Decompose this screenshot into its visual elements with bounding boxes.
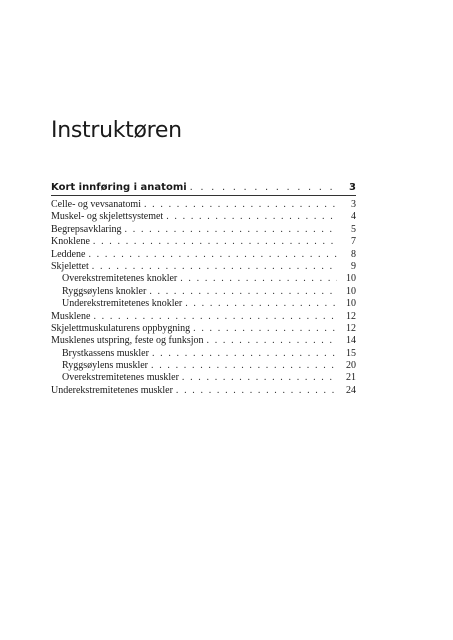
toc-section-heading <box>51 181 356 196</box>
toc-leader-dots <box>166 211 337 223</box>
toc-section-label: Kort innføring i anatomi <box>51 182 187 193</box>
toc-leader-dots <box>185 298 337 310</box>
toc-entry-label: Skjelettet <box>51 260 89 272</box>
toc-entry-label: Musklene <box>51 310 91 322</box>
toc-entry[interactable] <box>51 273 356 285</box>
toc-entry-label: Celle- og vevsanatomi <box>51 199 141 210</box>
toc-entry-label: Underekstremitetenes knokler <box>62 298 183 310</box>
toc-leader-dots <box>193 323 337 335</box>
toc-leader-dots <box>93 311 337 323</box>
toc-entry-page: 3 <box>351 199 356 210</box>
toc-entry[interactable] <box>51 261 356 273</box>
toc-leader-dots <box>92 261 337 273</box>
toc-section-page: 3 <box>349 182 356 193</box>
toc-entry[interactable] <box>51 199 356 211</box>
toc-entry-page: 12 <box>346 322 356 334</box>
toc-entry-page: 8 <box>351 248 356 260</box>
toc-entry-page: 9 <box>351 260 356 272</box>
toc-entry-label: Musklenes utspring, feste og funksjon <box>51 335 204 347</box>
toc-entry-page: 14 <box>346 335 356 347</box>
toc-entry-label: Muskel- og skjelettsystemet <box>51 211 164 223</box>
toc-entry-label: Knoklene <box>51 236 90 248</box>
toc-entry[interactable] <box>51 236 356 248</box>
toc-entry-label: Skjelettmuskulaturens oppbygning <box>51 322 191 334</box>
toc-entry-page: 15 <box>346 347 356 359</box>
toc-entry-page: 4 <box>351 211 356 223</box>
toc-entry[interactable] <box>51 224 356 236</box>
toc-entry-page: 21 <box>346 372 356 384</box>
toc-entry-page: 10 <box>346 273 356 285</box>
toc-entry[interactable] <box>51 335 356 347</box>
toc-entries <box>51 199 356 397</box>
toc-entry[interactable] <box>51 348 356 360</box>
toc-entry-page: 10 <box>346 285 356 297</box>
toc-entry-label: Overekstremitetenes knokler <box>62 273 178 285</box>
toc-leader-dots <box>88 249 337 261</box>
toc-leader-dots <box>180 273 337 285</box>
toc-entry[interactable] <box>51 372 356 384</box>
page-title: Instruktøren <box>51 118 182 143</box>
toc-entry[interactable] <box>51 298 356 310</box>
toc-entry-label: Ryggsøylens muskler <box>62 360 148 372</box>
toc-entry-page: 7 <box>351 236 356 248</box>
toc-entry[interactable] <box>51 249 356 261</box>
toc-leader-dots <box>207 335 338 347</box>
toc-leader-dots <box>149 286 337 298</box>
toc-leader-dots <box>144 199 337 211</box>
toc-leader-dots <box>93 236 337 248</box>
toc-leader-dots <box>190 181 337 195</box>
toc-leader-dots <box>152 348 337 360</box>
toc-entry-label: Begrepsavklaring <box>51 223 122 235</box>
toc-leader-dots <box>176 385 337 397</box>
toc-leader-dots <box>182 372 337 384</box>
toc-entry-label: Brystkassens muskler <box>62 347 149 359</box>
toc-entry-label: Underekstremitetenes muskler <box>51 384 173 396</box>
toc-entry-page: 24 <box>346 384 356 396</box>
toc-entry[interactable] <box>51 323 356 335</box>
toc-entry-label: Overekstremitetenes muskler <box>62 372 179 384</box>
toc-entry[interactable] <box>51 311 356 323</box>
toc-leader-dots <box>151 360 337 372</box>
toc-entry-label: Leddene <box>51 248 86 260</box>
toc-leader-dots <box>125 224 337 236</box>
toc-entry-page: 10 <box>346 298 356 310</box>
toc-entry[interactable] <box>51 385 356 397</box>
toc-entry-page: 20 <box>346 360 356 372</box>
toc-entry[interactable] <box>51 286 356 298</box>
toc-entry-page: 5 <box>351 223 356 235</box>
toc-entry[interactable] <box>51 360 356 372</box>
toc-entry-label: Ryggsøylens knokler <box>62 285 147 297</box>
table-of-contents <box>51 181 356 397</box>
toc-entry[interactable] <box>51 211 356 223</box>
toc-entry-page: 12 <box>346 310 356 322</box>
